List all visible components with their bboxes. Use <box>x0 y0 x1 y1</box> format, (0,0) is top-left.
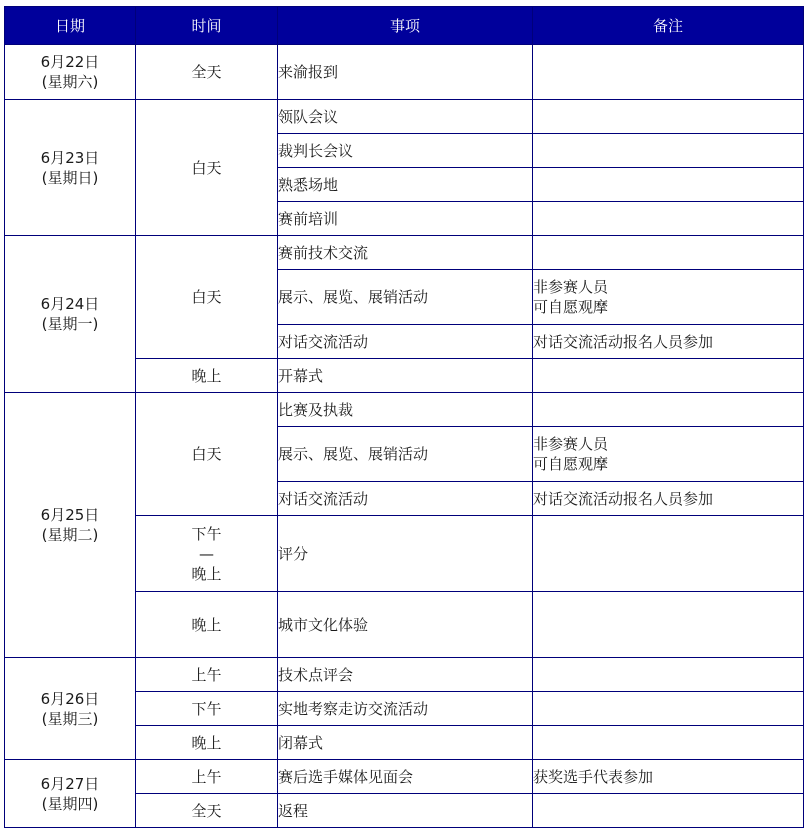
header-note: 备注 <box>533 7 804 45</box>
date-label: 6月23日 <box>40 148 100 167</box>
date-label: 6月27日 <box>40 774 100 793</box>
note-cell <box>533 592 804 658</box>
item-cell: 闭幕式 <box>278 726 533 760</box>
time-cell: 全天 <box>136 45 278 100</box>
header-date: 日期 <box>5 7 136 45</box>
note-cell <box>533 516 804 592</box>
header-time: 时间 <box>136 7 278 45</box>
note-cell: 对话交流活动报名人员参加 <box>533 482 804 516</box>
date-label: 6月26日 <box>40 689 100 708</box>
table-row <box>5 760 804 794</box>
weekday-label: (星期二) <box>41 526 99 544</box>
weekday-label: (星期日) <box>41 168 99 187</box>
item-cell: 城市文化体验 <box>278 592 533 658</box>
date-cell <box>5 100 136 236</box>
time-cell: 全天 <box>136 794 278 828</box>
item-cell: 裁判长会议 <box>278 134 533 168</box>
schedule-table <box>4 6 804 828</box>
note-cell <box>533 168 804 202</box>
time-cell: 上午 <box>136 760 278 794</box>
note-cell <box>533 658 804 692</box>
date-cell <box>5 760 136 828</box>
note-cell <box>533 45 804 100</box>
weekday-label: (星期六) <box>41 73 99 91</box>
note-cell <box>533 359 804 393</box>
note-cell <box>533 692 804 726</box>
time-cell: 下午 <box>136 692 278 726</box>
date-label: 6月25日 <box>40 506 100 524</box>
item-cell: 展示、展览、展销活动 <box>278 270 533 325</box>
time-cell: 上午 <box>136 658 278 692</box>
item-cell: 来渝报到 <box>278 45 533 100</box>
time-cell: 晚上 <box>136 726 278 760</box>
header-row <box>5 7 804 45</box>
note-cell: 对话交流活动报名人员参加 <box>533 325 804 359</box>
item-cell: 比赛及执裁 <box>278 393 533 427</box>
note-cell: 非参赛人员 可自愿观摩 <box>533 270 804 325</box>
note-cell <box>533 100 804 134</box>
item-cell: 对话交流活动 <box>278 482 533 516</box>
item-cell: 熟悉场地 <box>278 168 533 202</box>
item-cell: 展示、展览、展销活动 <box>278 427 533 482</box>
note-cell: 获奖选手代表参加 <box>533 760 804 794</box>
note-cell: 非参赛人员 可自愿观摩 <box>533 427 804 482</box>
item-cell: 赛后选手媒体见面会 <box>278 760 533 794</box>
table-row <box>5 100 804 134</box>
weekday-label: (星期一) <box>41 315 99 333</box>
note-cell <box>533 794 804 828</box>
item-cell: 实地考察走访交流活动 <box>278 692 533 726</box>
header-item: 事项 <box>278 7 533 45</box>
item-cell: 技术点评会 <box>278 658 533 692</box>
date-cell <box>5 45 136 100</box>
date-cell <box>5 658 136 760</box>
date-label: 6月22日 <box>40 53 100 71</box>
item-cell: 赛前技术交流 <box>278 236 533 270</box>
table-row <box>5 45 804 100</box>
note-cell <box>533 134 804 168</box>
weekday-label: (星期三) <box>41 709 99 728</box>
item-cell: 领队会议 <box>278 100 533 134</box>
time-cell: 白天 <box>136 393 278 516</box>
note-cell <box>533 202 804 236</box>
date-label: 6月24日 <box>40 295 100 313</box>
date-cell <box>5 236 136 393</box>
table-row <box>5 236 804 270</box>
note-cell <box>533 236 804 270</box>
time-cell: 白天 <box>136 236 278 359</box>
item-cell: 评分 <box>278 516 533 592</box>
item-cell: 返程 <box>278 794 533 828</box>
date-cell <box>5 393 136 658</box>
time-cell: 晚上 <box>136 592 278 658</box>
table-row <box>5 393 804 427</box>
note-cell <box>533 393 804 427</box>
note-cell <box>533 726 804 760</box>
time-cell: 下午 — 晚上 <box>136 516 278 592</box>
item-cell: 赛前培训 <box>278 202 533 236</box>
time-cell: 晚上 <box>136 359 278 393</box>
item-cell: 对话交流活动 <box>278 325 533 359</box>
time-cell: 白天 <box>136 100 278 236</box>
weekday-label: (星期四) <box>41 794 99 813</box>
item-cell: 开幕式 <box>278 359 533 393</box>
table-row <box>5 658 804 692</box>
